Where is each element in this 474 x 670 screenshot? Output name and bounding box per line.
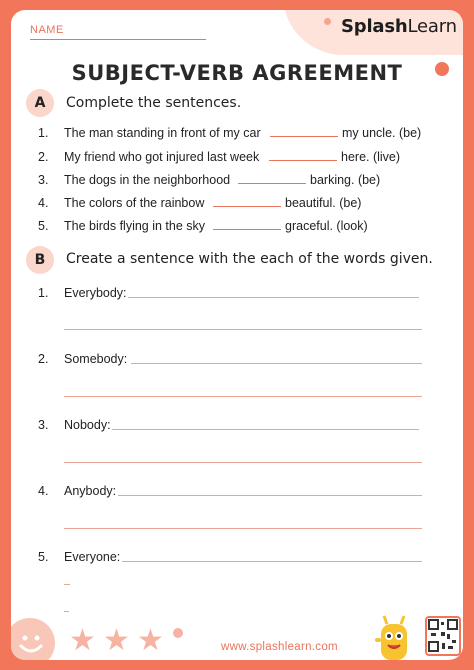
footer-url: www.splashlearn.com xyxy=(221,641,338,653)
splashlearn-logo: SplashLearn xyxy=(341,16,457,37)
writing-line[interactable] xyxy=(64,584,70,585)
writing-line[interactable] xyxy=(131,363,422,364)
answer-blank[interactable] xyxy=(213,196,281,207)
answer-blank[interactable] xyxy=(213,219,281,230)
answer-blank[interactable] xyxy=(238,173,306,184)
writing-line[interactable] xyxy=(122,561,422,562)
name-label: NAME xyxy=(30,24,64,36)
section-b-badge: B xyxy=(26,246,54,274)
writing-line[interactable] xyxy=(64,611,69,612)
decorative-dot xyxy=(173,628,183,638)
answer-blank[interactable] xyxy=(269,150,337,161)
section-b-instruction: Create a sentence with the each of the words given. xyxy=(66,251,433,267)
writing-line[interactable] xyxy=(64,528,422,529)
writing-line[interactable] xyxy=(118,495,422,496)
qr-code-icon[interactable] xyxy=(425,616,461,656)
decorative-dot xyxy=(324,18,331,25)
writing-line[interactable] xyxy=(64,329,422,330)
star-icon: ★ xyxy=(137,624,164,657)
writing-line[interactable] xyxy=(112,429,419,430)
section-a-badge: A xyxy=(26,89,54,117)
name-field[interactable] xyxy=(30,39,206,40)
answer-blank[interactable] xyxy=(270,126,338,137)
writing-line[interactable] xyxy=(128,297,419,298)
section-a-instruction: Complete the sentences. xyxy=(66,95,242,111)
worksheet-page: SplashLearn NAME SUBJECT-VERB AGREEMENT A Complete the sentences. 1. The man standing in front of my car my uncle. (be) 2. My friend who got injured last week here. (live) 3. The dogs in the neighborhood barking. (be) 4. The colors of the rainbow beautiful. (be) 5. The birds flying in the sky graceful. (look) B Create a sentence with the each of the words given. 1. Everybody: 2. Somebody: 3. Nobody: 4. Anybody: 5. Everyone: ★ ★ ★ www.splashlearn.com xyxy=(11,10,463,660)
mascot-icon xyxy=(373,614,415,660)
writing-line[interactable] xyxy=(64,396,422,397)
writing-line[interactable] xyxy=(64,462,422,463)
star-icon: ★ xyxy=(69,624,96,657)
smiley-decoration xyxy=(11,618,55,660)
page-title: SUBJECT-VERB AGREEMENT xyxy=(71,61,403,85)
star-icon: ★ xyxy=(103,624,130,657)
